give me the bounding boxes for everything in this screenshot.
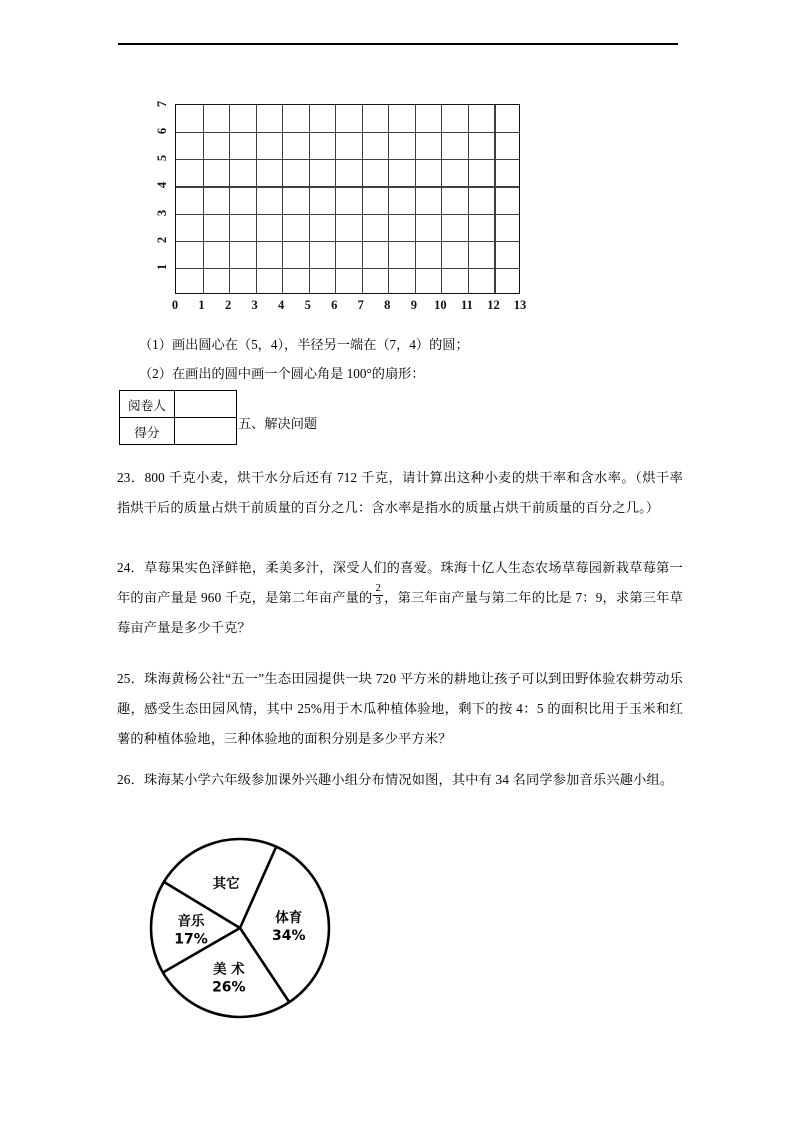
grader-score-table — [119, 390, 237, 445]
fraction-two-thirds — [373, 583, 383, 606]
y-axis-tick-label: 1 — [155, 263, 169, 270]
x-axis-tick-label: 3 — [251, 298, 258, 312]
y-axis-tick-label: 5 — [155, 155, 169, 162]
x-axis-tick-label: 10 — [434, 298, 447, 312]
question-24-text-before: 24．草莓果实色泽鲜艳，柔美多汁，深受人们的喜爱。珠海十亿人生态农场草莓园新栽草莓第一年的亩产量是 960 千克，是第二年亩产量的 — [117, 560, 683, 605]
y-axis-tick-label: 7 — [155, 100, 169, 108]
grader-value[interactable] — [174, 391, 236, 418]
grid-line-horizontal — [176, 186, 519, 187]
y-axis-tick-label: 6 — [155, 128, 169, 135]
question-25: 25．珠海黄杨公社“五一”生态田园提供一块 720 平方米的耕地让孩子可以到田野体验农耕劳动乐趣，感受生态田园风情，其中 25%用于木瓜种植体验地，剩下的按 4：5 的面积比用于玉米和红薯的种植体验地，三种体验地的面积分别是多少平方米？ — [117, 671, 683, 746]
x-axis-tick-label: 9 — [410, 298, 417, 312]
table-row — [120, 418, 237, 445]
fraction-denominator: 3 — [375, 594, 382, 607]
section-heading: 五、解决问题 — [238, 416, 318, 431]
score-label: 得分 — [120, 418, 175, 445]
pie-slice-percent: 26% — [212, 979, 246, 996]
pie-chart — [145, 833, 340, 1028]
fraction-numerator: 2 — [375, 582, 382, 595]
pie-chart-figure — [145, 833, 340, 1028]
grid-line-horizontal — [176, 132, 519, 133]
question-24 — [117, 553, 683, 643]
pie-slice-label: 体育 — [275, 909, 303, 926]
coordinate-grid — [175, 104, 520, 294]
pie-slice-label: 音乐 — [177, 913, 205, 930]
y-axis-tick-label: 3 — [155, 209, 169, 216]
pie-slice-percent: 17% — [174, 931, 208, 948]
x-axis-tick-label: 0 — [171, 298, 179, 312]
x-axis-tick-label: 7 — [357, 298, 364, 312]
x-axis-tick-label: 4 — [278, 298, 285, 312]
y-axis-tick-label: 4 — [155, 182, 169, 189]
x-axis-tick-label: 5 — [304, 298, 311, 312]
grader-label: 阅卷人 — [120, 391, 175, 418]
page-header-rule — [118, 43, 678, 45]
x-axis-tick-label: 8 — [384, 298, 391, 312]
pie-slice-label: 美 术 — [212, 961, 245, 978]
x-axis-tick-label: 1 — [198, 298, 205, 312]
x-axis-tick-label: 11 — [461, 298, 473, 312]
grid-line-horizontal — [176, 268, 519, 269]
pie-slice-percent: 34% — [272, 927, 306, 944]
question-24-text-after: ，第三年亩产量与第二年的比是 7：9，求第三年草莓亩产量是多少千克？ — [117, 590, 683, 635]
x-axis-tick-label: 2 — [224, 298, 232, 312]
sub-question-2: （2）在画出的圆中画一个圆心角是 100°的扇形： — [139, 366, 425, 381]
grid-line-horizontal — [176, 214, 519, 215]
sub-question-1: （1）画出圆心在（5，4），半径另一端在（7，4）的圆； — [139, 337, 469, 352]
x-axis-tick-label: 6 — [331, 298, 338, 312]
question-26: 26．珠海某小学六年级参加课外兴趣小组分布情况如图，其中有 34 名同学参加音乐兴趣小组。 — [117, 772, 674, 787]
question-23: 23．800 千克小麦，烘干水分后还有 712 千克，请计算出这种小麦的烘干率和含水率。（烘干率指烘干后的质量占烘干前质量的百分之几：含水率是指水的质量占烘干前质量的百分之几。） — [117, 470, 683, 515]
table-row — [120, 391, 237, 418]
x-axis-tick-label: 12 — [487, 298, 500, 312]
score-value[interactable] — [174, 418, 236, 445]
grid-line-horizontal — [176, 159, 519, 160]
pie-slice-label: 其它 — [212, 875, 240, 892]
y-axis-tick-label: 2 — [155, 236, 169, 243]
x-axis-tick-label: 13 — [513, 298, 527, 312]
grid-line-horizontal — [176, 241, 519, 242]
coordinate-grid-figure — [148, 96, 538, 326]
